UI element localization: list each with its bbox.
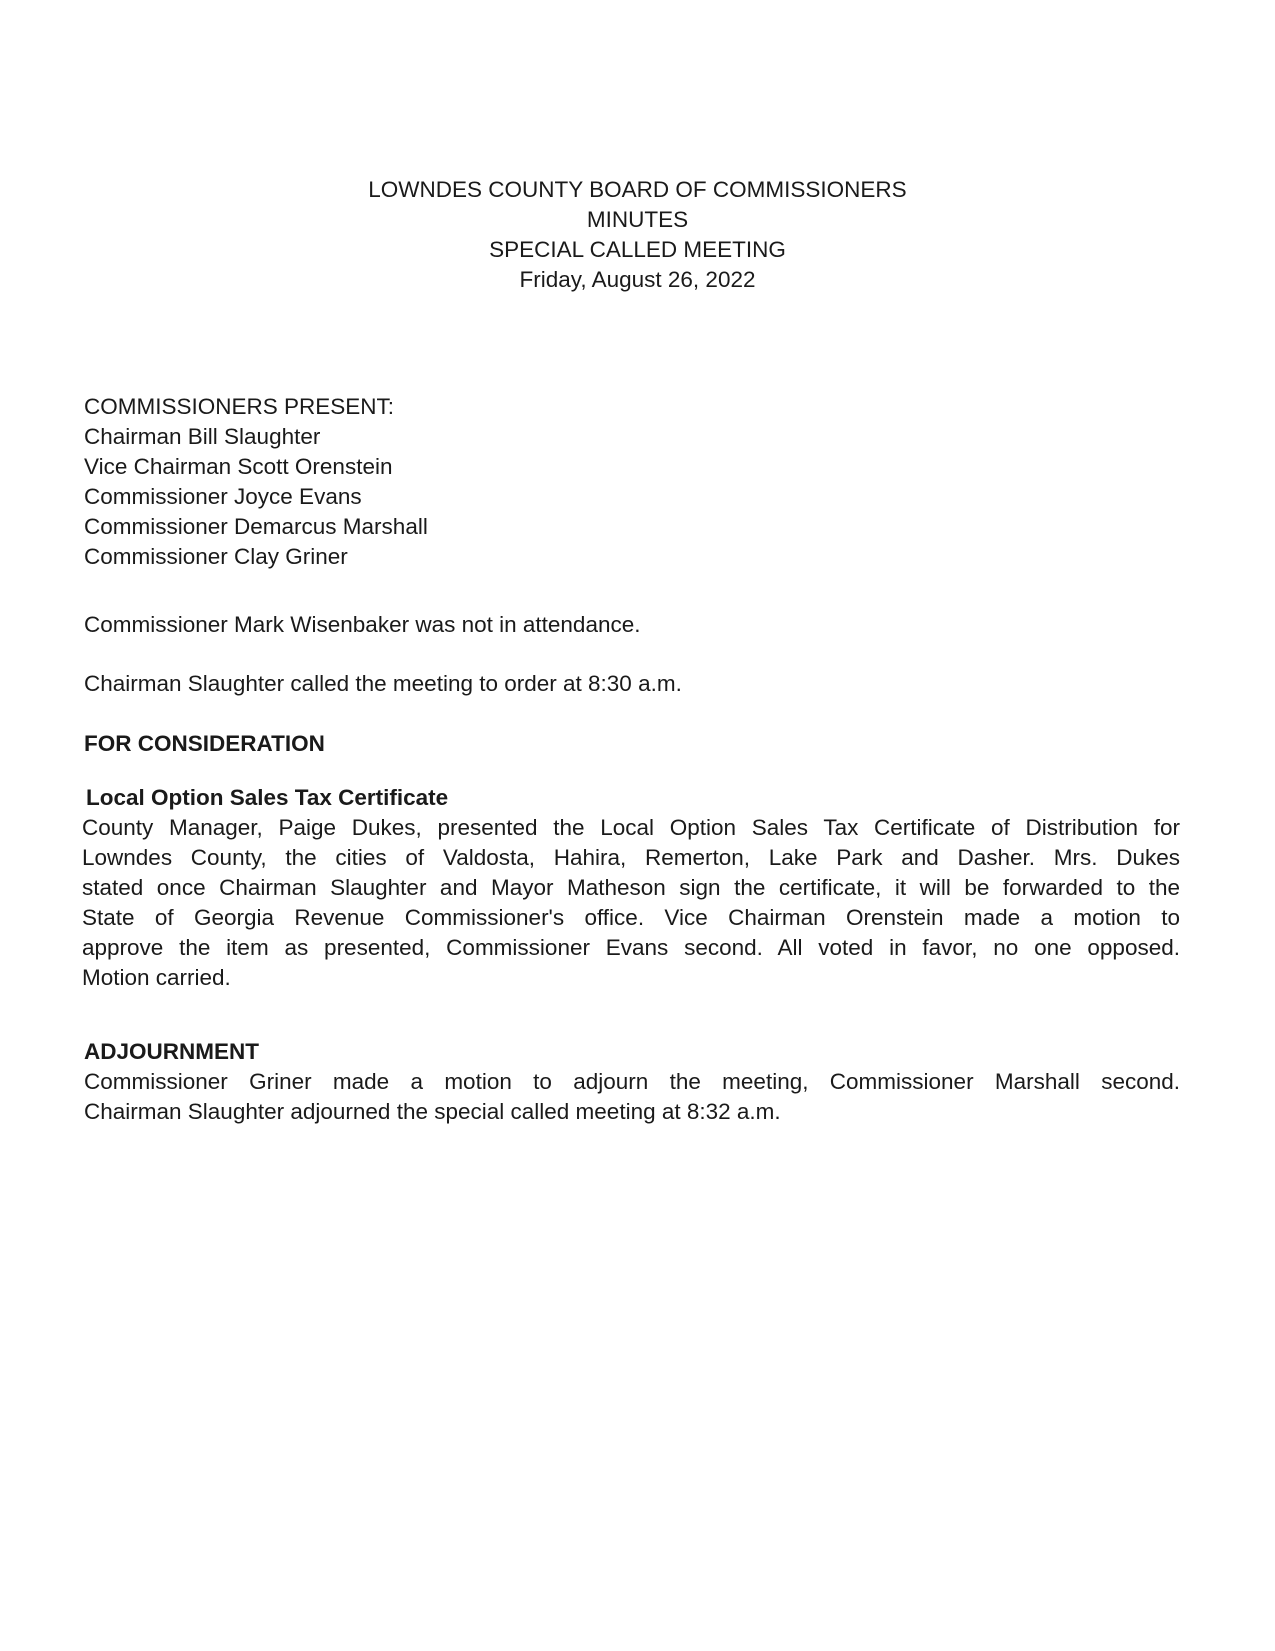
absent-commissioner-note: Commissioner Mark Wisenbaker was not in attendance. bbox=[84, 612, 641, 637]
commissioners-present-heading: COMMISSIONERS PRESENT: bbox=[84, 394, 395, 419]
call-to-order-note: Chairman Slaughter called the meeting to order at 8:30 a.m. bbox=[84, 671, 682, 696]
document-title-block bbox=[0, 175, 1275, 295]
adjournment-body bbox=[84, 1067, 1180, 1127]
paragraph-line: State of Georgia Revenue Commissioner's office. Vice Chairman Orenstein made a motion to bbox=[82, 905, 1180, 930]
commissioners-present-block bbox=[84, 392, 428, 572]
adjournment-heading: ADJOURNMENT bbox=[84, 1039, 260, 1064]
commissioner-name: Commissioner Demarcus Marshall bbox=[84, 514, 428, 539]
title-line-document-type: MINUTES bbox=[586, 207, 689, 232]
title-line-meeting-type: SPECIAL CALLED MEETING bbox=[489, 237, 786, 262]
title-line-organization: LOWNDES COUNTY BOARD OF COMMISSIONERS bbox=[368, 177, 907, 202]
paragraph-line: Chairman Slaughter adjourned the special called meeting at 8:32 a.m. bbox=[84, 1099, 781, 1124]
commissioner-name: Vice Chairman Scott Orenstein bbox=[84, 454, 393, 479]
paragraph-line: Commissioner Griner made a motion to adjourn the meeting, Commissioner Marshall second. bbox=[84, 1069, 1180, 1094]
commissioner-name: Chairman Bill Slaughter bbox=[84, 424, 321, 449]
for-consideration-body bbox=[82, 783, 1180, 993]
title-line-date: Friday, August 26, 2022 bbox=[519, 267, 756, 292]
paragraph-line: approve the item as presented, Commissioner Evans second. All voted in favor, no one opposed. bbox=[82, 935, 1180, 960]
agenda-item-title: Local Option Sales Tax Certificate bbox=[86, 785, 449, 810]
paragraph-line: County Manager, Paige Dukes, presented the Local Option Sales Tax Certificate of Distribution for bbox=[82, 815, 1180, 840]
commissioner-name: Commissioner Clay Griner bbox=[84, 544, 348, 569]
commissioner-name: Commissioner Joyce Evans bbox=[84, 484, 362, 509]
paragraph-line: Motion carried. bbox=[82, 965, 231, 990]
for-consideration-heading: FOR CONSIDERATION bbox=[84, 731, 325, 756]
paragraph-line: stated once Chairman Slaughter and Mayor Matheson sign the certificate, it will be forwarded to the bbox=[82, 875, 1180, 900]
paragraph-line: Lowndes County, the cities of Valdosta, Hahira, Remerton, Lake Park and Dasher. Mrs. Dukes bbox=[82, 845, 1180, 870]
